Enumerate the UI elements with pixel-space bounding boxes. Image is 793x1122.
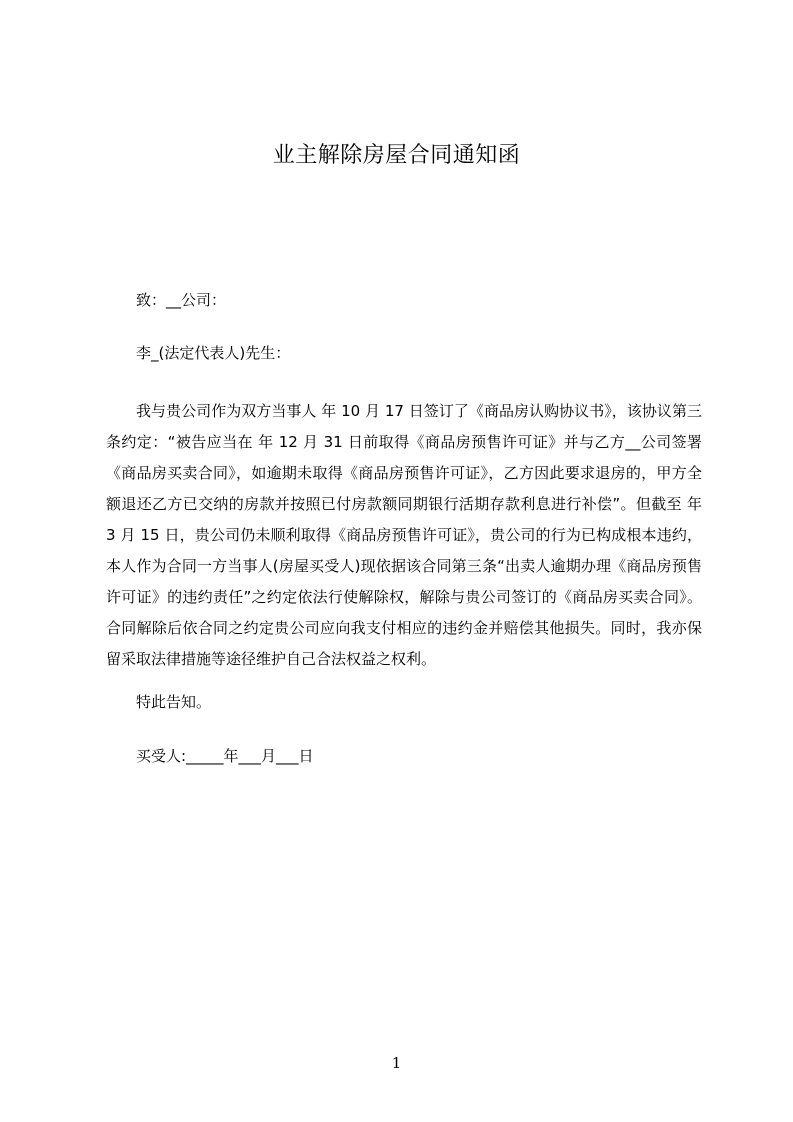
salutation-recipient-person: 李_(法定代表人)先生： xyxy=(136,344,291,362)
document-title: 业主解除房屋合同通知函 xyxy=(272,143,521,168)
body-paragraph: 我与贵公司作为双方当事人 年 10 月 17 日签订了《商品房认购协议书》，该协议第三条约定：“被告应当在 年 12 月 31 日前取得《商品房预售许可证》并与乙方__公司签署《商品房买卖合同》，如逾期未取得《商品房预售许可证》，乙方因此要求退房的，甲方全额退还乙方已交纳的房款并按照已付房款额同期银行活期存款利息进行补偿”。但截至 年 3 月 15 日，贵公司仍未顺利取得《商品房预售许可证》，贵公司的行为已构成根本违约，本人作为合同一方当事人(房屋买受人)现依据该合同第三条“出卖人逾期办理《商品房预售许可证》的违约责任”之约定依法行使解除权，解除与贵公司签订的《商品房买卖合同》。合同解除后依合同之约定贵公司应向我支付相应的违约金并赔偿其他损失。同时，我亦保留采取法律措施等途径维护自己合法权益之权利。 xyxy=(106,402,702,668)
salutation-recipient-company: 致：__公司： xyxy=(136,291,227,309)
page-number: 1 xyxy=(391,1054,402,1072)
signature-line: 买受人:_____年___月___日 xyxy=(136,747,314,765)
closing-line: 特此告知。 xyxy=(136,693,212,711)
